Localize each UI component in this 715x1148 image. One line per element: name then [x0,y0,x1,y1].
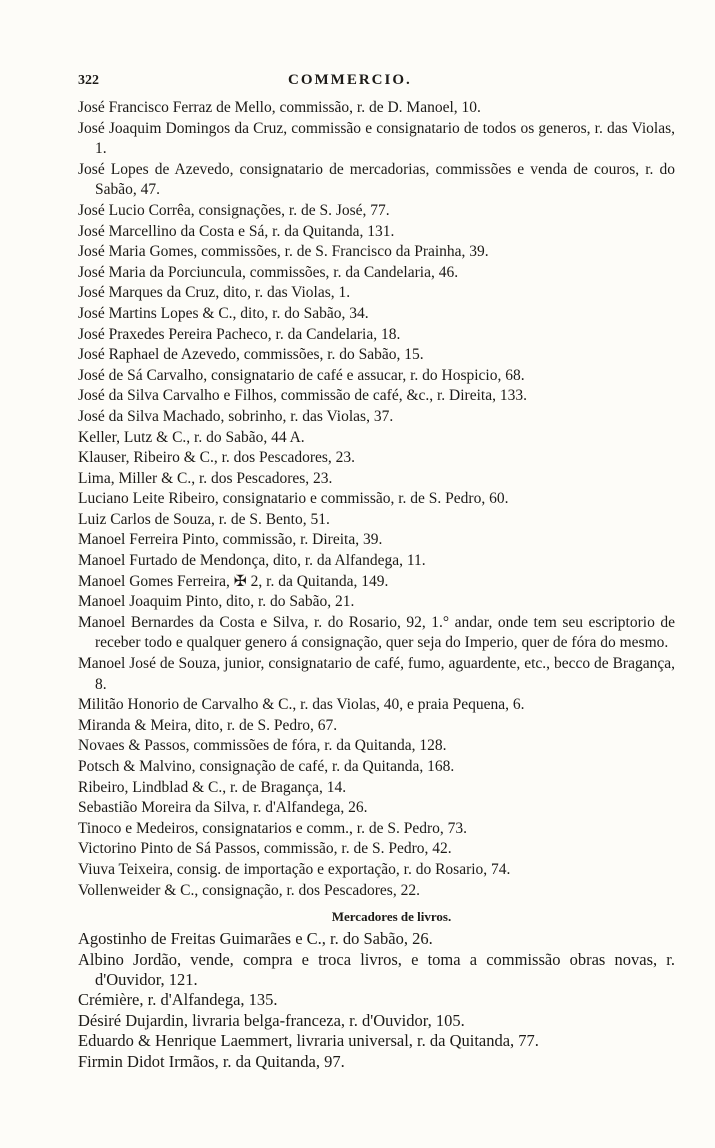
list-item: Keller, Lutz & C., r. do Sabão, 44 A. [78,428,305,446]
list-item: José da Silva Carvalho e Filhos, commissão de café, &c., r. Direita, 133. [78,387,527,405]
list-item: Novaes & Passos, commissões de fóra, r. da Quitanda, 128. [78,737,447,755]
list-item: José Lucio Corrêa, consignações, r. de S. José, 77. [78,201,390,219]
list-item: José Martins Lopes & C., dito, r. do Sabão, 34. [78,304,369,322]
list-item: Ribeiro, Lindblad & C., r. de Bragança, 14. [78,778,347,796]
list-item: Firmin Didot Irmãos, r. da Quitanda, 97. [78,1051,345,1071]
list-item: José Marques da Cruz, dito, r. das Violas, 1. [78,284,351,302]
list-item: José Praxedes Pereira Pacheco, r. da Candelaria, 18. [78,325,401,343]
list-item: Eduardo & Henrique Laemmert, livraria universal, r. da Quitanda, 77. [78,1031,539,1051]
list-item: José Lopes de Azevedo, consignatario de mercadorias, commissões e venda de couros, r. do Sabão, 47. [78,160,675,199]
list-item: Tinoco e Medeiros, consignatarios e comm., r. de S. Pedro, 73. [78,819,468,837]
list-item: Manoel Joaquim Pinto, dito, r. do Sabão, 21. [78,593,355,611]
list-item: José Maria Gomes, commissões, r. de S. Francisco da Prainha, 39. [78,243,489,261]
list-item: José Francisco Ferraz de Mello, commissão, r. de D. Manoel, 10. [78,99,481,116]
list-item: Manoel José de Souza, junior, consignatario de café, fumo, aguardente, etc., becco de Bragança, 8. [78,655,675,693]
running-head [78,72,675,96]
list-item: Lima, Miller & C., r. dos Pescadores, 23. [78,469,333,487]
list-item: Manoel Bernardes da Costa e Silva, r. do Rosario, 92, 1.° andar, onde tem seu escriptorio de receber todo e qualquer genero á consignação, quer seja do Imperio, quer de fóra do mesmo. [78,613,675,652]
list-item: Agostinho de Freitas Guimarães e C., r. do Sabão, 26. [78,929,433,949]
section-heading: Mercadores de livros. [331,909,452,925]
list-item: Klauser, Ribeiro & C., r. dos Pescadores, 23. [78,449,356,467]
list-item: José Raphael de Azevedo, commissões, r. do Sabão, 15. [78,346,424,364]
booksellers-list [78,929,675,1072]
list-item: Manoel Furtado de Mendonça, dito, r. da Alfandega, 11. [78,552,426,570]
list-item: Luiz Carlos de Souza, r. de S. Bento, 51. [78,510,330,528]
list-item: José de Sá Carvalho, consignatario de café e assucar, r. do Hospicio, 68. [78,366,525,384]
list-item: José da Silva Machado, sobrinho, r. das Violas, 37. [78,407,394,425]
list-item: Albino Jordão, vende, compra e troca livros, e toma a commissão obras novas, r. d'Ouvidor, 121. [78,949,675,989]
list-item: José Maria da Porciuncula, commissões, r. da Candelaria, 46. [78,263,459,281]
list-item: Vollenweider & C., consignação, r. dos Pescadores, 22. [78,881,420,899]
list-item: Miranda & Meira, dito, r. de S. Pedro, 67. [78,716,338,734]
list-item: Militão Honorio de Carvalho & C., r. das Violas, 40, e praia Pequena, 6. [78,696,525,714]
list-item: José Joaquim Domingos da Cruz, commissão e consignatario de todos os generos, r. das Violas, 1. [78,119,675,158]
list-item: Viuva Teixeira, consig. de importação e exportação, r. do Rosario, 74. [78,860,511,878]
page-number: 322 [78,73,99,88]
entries-list [78,98,675,901]
list-item: Désiré Dujardin, livraria belga-franceza, r. d'Ouvidor, 105. [78,1010,465,1030]
list-item: Manoel Gomes Ferreira, ✠ 2, r. da Quitanda, 149. [78,572,389,590]
list-item: José Marcellino da Costa e Sá, r. da Quitanda, 131. [78,222,395,240]
list-item: Manoel Ferreira Pinto, commissão, r. Direita, 39. [78,531,383,549]
list-item: Potsch & Malvino, consignação de café, r. da Quitanda, 168. [78,758,455,775]
list-item: Sebastião Moreira da Silva, r. d'Alfandega, 26. [78,799,368,817]
list-item: Crémière, r. d'Alfandega, 135. [78,990,278,1010]
list-item: Luciano Leite Ribeiro, consignatario e commissão, r. de S. Pedro, 60. [78,490,509,508]
list-item: Victorino Pinto de Sá Passos, commissão, r. de S. Pedro, 42. [78,840,452,858]
running-title: COMMERCIO. [288,72,412,88]
